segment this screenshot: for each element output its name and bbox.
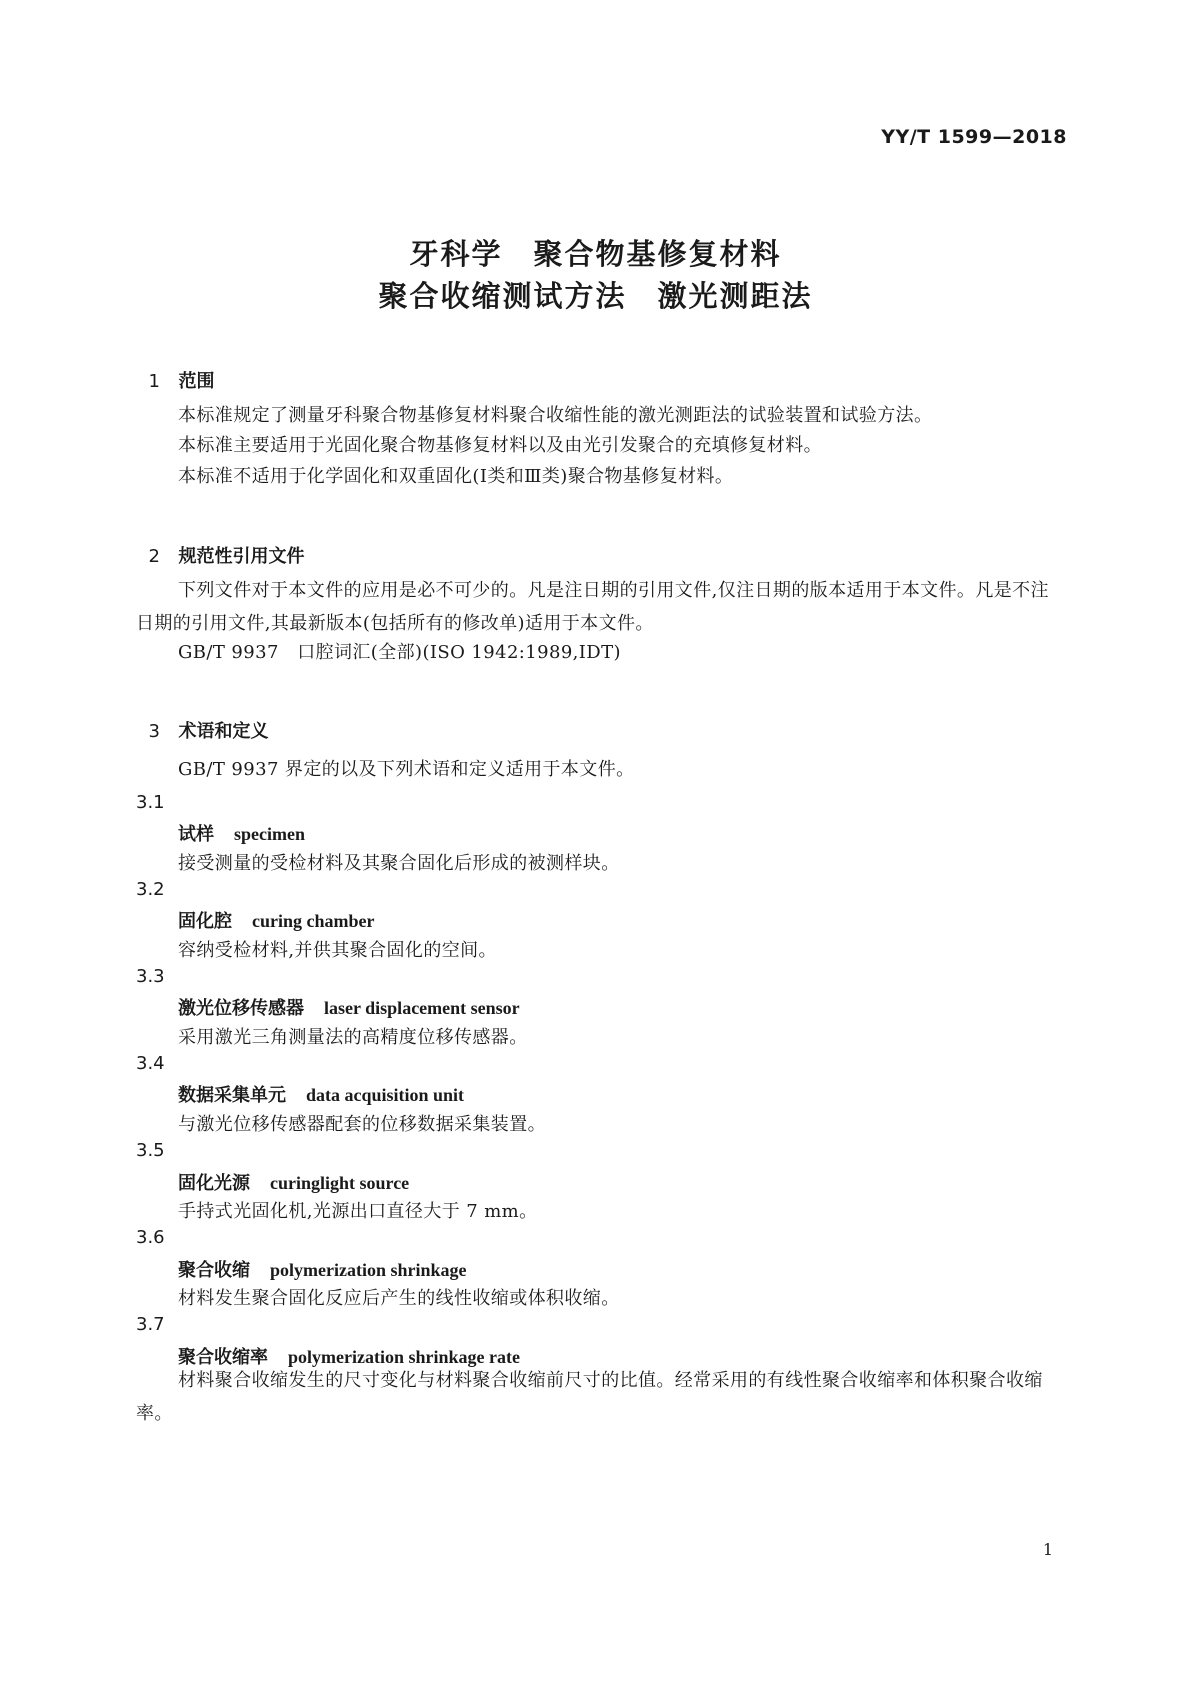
section-title: 范围 bbox=[178, 371, 215, 392]
term-english: curinglight source bbox=[270, 1173, 410, 1193]
term-definition: 采用激光三角测量法的高精度位移传感器。 bbox=[178, 1027, 528, 1048]
section-title: 规范性引用文件 bbox=[178, 546, 305, 567]
term-name bbox=[178, 820, 305, 846]
term-name bbox=[178, 907, 374, 933]
section-number: 1 bbox=[148, 371, 160, 392]
term-name bbox=[178, 994, 520, 1020]
term-chinese: 固化腔 bbox=[178, 911, 232, 932]
document-title-line-2: 聚合收缩测试方法 激光测距法 bbox=[378, 279, 813, 313]
term-number: 3.7 bbox=[136, 1314, 165, 1335]
page-number: 1 bbox=[1042, 1540, 1053, 1559]
term-number: 3.4 bbox=[136, 1053, 165, 1074]
term-name bbox=[178, 1169, 409, 1195]
term-definition: 接受测量的受检材料及其聚合固化后形成的被测样块。 bbox=[178, 853, 620, 874]
term-definition: 与激光位移传感器配套的位移数据采集装置。 bbox=[178, 1114, 546, 1135]
term-english: polymerization shrinkage bbox=[270, 1260, 467, 1280]
term-english: data acquisition unit bbox=[306, 1085, 465, 1105]
term-name bbox=[178, 1081, 464, 1107]
term-number: 3.1 bbox=[136, 792, 165, 813]
term-definition: 手持式光固化机,光源出口直径大于 7 mm。 bbox=[178, 1201, 538, 1222]
term-chinese: 试样 bbox=[178, 824, 214, 845]
scope-paragraph-3: 本标准不适用于化学固化和双重固化(Ⅰ类和Ⅲ类)聚合物基修复材料。 bbox=[178, 466, 734, 487]
normative-references-paragraph: 下列文件对于本文件的应用是必不可少的。凡是注日期的引用文件,仅注日期的版本适用于本文件。凡是不注日期的引用文件,其最新版本(包括所有的修改单)适用于本文件。 bbox=[136, 580, 1049, 634]
document-title-line-1: 牙科学 聚合物基修复材料 bbox=[409, 237, 782, 271]
term-name bbox=[178, 1256, 467, 1282]
term-definition: 容纳受检材料,并供其聚合固化的空间。 bbox=[178, 940, 497, 961]
term-number: 3.5 bbox=[136, 1140, 165, 1161]
term-chinese: 激光位移传感器 bbox=[178, 998, 304, 1019]
term-chinese: 聚合收缩率 bbox=[178, 1347, 268, 1368]
term-chinese: 固化光源 bbox=[178, 1173, 250, 1194]
term-chinese: 数据采集单元 bbox=[178, 1085, 286, 1106]
term-number: 3.6 bbox=[136, 1227, 165, 1248]
term-number: 3.3 bbox=[136, 966, 165, 987]
normative-reference-item: GB/T 9937 口腔词汇(全部)(ISO 1942:1989,IDT) bbox=[178, 642, 621, 663]
section-title: 术语和定义 bbox=[178, 721, 269, 742]
term-english: curing chamber bbox=[252, 911, 375, 931]
term-english: polymerization shrinkage rate bbox=[288, 1347, 520, 1367]
term-definition: 材料聚合收缩发生的尺寸变化与材料聚合收缩前尺寸的比值。经常采用的有线性聚合收缩率和体积聚合收缩率。 bbox=[136, 1370, 1043, 1424]
term-english: laser displacement sensor bbox=[324, 998, 520, 1018]
section-2-heading bbox=[136, 521, 305, 568]
term-number: 3.2 bbox=[136, 879, 165, 900]
section-3-heading bbox=[136, 696, 269, 743]
section-number: 2 bbox=[148, 546, 160, 567]
terms-intro-paragraph: GB/T 9937 界定的以及下列术语和定义适用于本文件。 bbox=[178, 759, 635, 780]
scope-paragraph-2: 本标准主要适用于光固化聚合物基修复材料以及由光引发聚合的充填修复材料。 bbox=[178, 435, 822, 456]
standard-code: YY/T 1599—2018 bbox=[881, 126, 1067, 148]
scope-paragraph-1: 本标准规定了测量牙科聚合物基修复材料聚合收缩性能的激光测距法的试验装置和试验方法。 bbox=[178, 405, 933, 426]
section-1-heading bbox=[136, 346, 215, 393]
term-definition: 材料发生聚合固化反应后产生的线性收缩或体积收缩。 bbox=[178, 1288, 620, 1309]
section-number: 3 bbox=[148, 721, 160, 742]
term-chinese: 聚合收缩 bbox=[178, 1260, 250, 1281]
term-english: specimen bbox=[234, 824, 305, 844]
